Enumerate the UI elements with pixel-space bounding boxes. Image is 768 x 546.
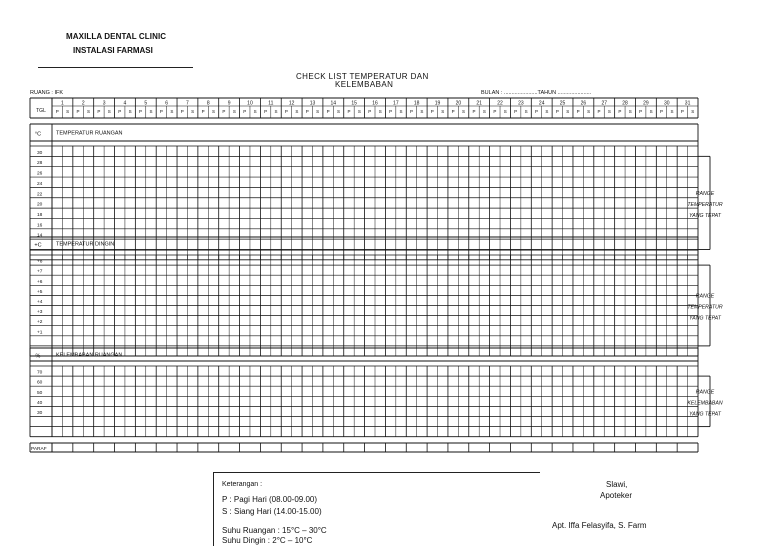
range-label: YANG TEPAT xyxy=(689,411,721,418)
day-number: 17 xyxy=(393,100,399,107)
shift-label-s: S xyxy=(337,109,341,114)
shift-label-p: P xyxy=(493,109,497,114)
shift-label-p: P xyxy=(472,109,476,114)
day-number: 13 xyxy=(309,100,316,107)
shift-label-s: S xyxy=(566,109,570,114)
shift-label-p: P xyxy=(284,109,288,114)
shift-label-p: P xyxy=(97,109,101,114)
shift-label-p: P xyxy=(326,109,330,114)
day-number: 16 xyxy=(372,100,378,107)
notes-morning: P : Pagi Hari (08.00-09.00) xyxy=(222,495,318,504)
row-value: 20 xyxy=(37,202,43,208)
day-number: 10 xyxy=(247,100,253,107)
notes-title: Keterangan : xyxy=(222,481,263,488)
row-value: 16 xyxy=(37,223,43,229)
row-value: +1 xyxy=(37,330,43,336)
department-name: INSTALASI FARMASI xyxy=(73,46,153,55)
notes-afternoon: S : Siang Hari (14.00-15.00) xyxy=(222,507,322,516)
section-title: TEMPERATUR RUANGAN xyxy=(56,130,123,137)
shift-label-p: P xyxy=(597,109,601,114)
shift-label-s: S xyxy=(107,109,111,114)
day-number: 26 xyxy=(580,100,587,107)
form-title-line1: CHECK LIST TEMPERATUR DAN xyxy=(296,72,429,81)
shift-label-p: P xyxy=(305,109,309,114)
notes-room-temp: Suhu Ruangan : 15°C – 30°C xyxy=(222,526,327,535)
shift-label-p: P xyxy=(139,109,143,114)
signature-role: Apoteker xyxy=(600,491,633,500)
shift-label-p: P xyxy=(660,109,664,114)
day-number: 15 xyxy=(351,100,357,107)
shift-label-s: S xyxy=(191,109,195,114)
shift-label-s: S xyxy=(670,109,674,114)
day-number: 31 xyxy=(684,100,691,107)
row-value: 70 xyxy=(37,370,43,376)
shift-label-p: P xyxy=(118,109,122,114)
shift-label-s: S xyxy=(295,109,299,114)
shift-label-p: P xyxy=(389,109,393,114)
row-value: +5 xyxy=(37,289,43,295)
shift-label-s: S xyxy=(86,109,90,114)
day-number: 29 xyxy=(643,100,649,107)
form-title-line2: KELEMBABAN xyxy=(335,80,394,89)
row-value: 28 xyxy=(37,161,43,167)
row-value: +6 xyxy=(37,279,43,285)
row-value: 50 xyxy=(37,390,43,396)
shift-label-p: P xyxy=(347,109,351,114)
shift-label-s: S xyxy=(524,109,528,114)
shift-label-s: S xyxy=(274,109,278,114)
shift-label-s: S xyxy=(420,109,424,114)
day-number: 14 xyxy=(330,100,337,107)
day-number: 5 xyxy=(144,100,148,107)
day-number: 25 xyxy=(559,100,566,107)
row-value: +7 xyxy=(37,269,43,275)
range-label: RANGE xyxy=(695,293,715,300)
shift-label-s: S xyxy=(378,109,382,114)
shift-label-p: P xyxy=(243,109,247,114)
shift-label-p: P xyxy=(180,109,184,114)
shift-label-s: S xyxy=(316,109,320,114)
shift-label-s: S xyxy=(545,109,549,114)
row-value: +8 xyxy=(37,259,43,265)
shift-label-s: S xyxy=(691,109,695,114)
shift-label-s: S xyxy=(211,109,216,114)
paraf-label: PARAF xyxy=(31,447,47,452)
shift-label-p: P xyxy=(639,109,643,114)
row-value: +3 xyxy=(37,310,43,316)
range-label: TEMPERATUR xyxy=(687,304,723,311)
notes-box xyxy=(213,472,540,546)
shift-label-s: S xyxy=(587,109,591,114)
day-number: 8 xyxy=(206,100,210,107)
shift-label-s: S xyxy=(253,109,257,114)
day-number: 3 xyxy=(102,100,106,107)
row-value: 14 xyxy=(37,233,43,239)
shift-label-p: P xyxy=(618,109,622,114)
shift-label-p: P xyxy=(368,109,372,114)
row-value: +2 xyxy=(37,320,43,326)
row-value: 60 xyxy=(37,380,43,386)
shift-label-s: S xyxy=(399,109,403,114)
section-unit: +C xyxy=(34,242,42,249)
shift-label-s: S xyxy=(357,109,361,114)
row-value: 40 xyxy=(37,400,43,406)
shift-label-s: S xyxy=(503,109,507,114)
shift-label-s: S xyxy=(482,109,486,114)
shift-label-p: P xyxy=(680,109,684,114)
day-number: 28 xyxy=(622,100,628,107)
day-number: 19 xyxy=(434,100,441,107)
day-number: 9 xyxy=(227,100,231,107)
shift-label-p: P xyxy=(264,109,268,114)
shift-label-p: P xyxy=(159,109,163,114)
signature-greeting: Slawi, xyxy=(606,480,628,489)
range-label: YANG TEPAT xyxy=(689,212,721,219)
shift-label-p: P xyxy=(451,109,455,114)
shift-label-s: S xyxy=(232,109,236,114)
room-label: RUANG : IFK xyxy=(30,90,64,96)
shift-label-p: P xyxy=(55,109,59,114)
shift-label-s: S xyxy=(441,109,445,114)
range-label: KELEMBABAN xyxy=(687,400,723,407)
day-number: 30 xyxy=(663,100,670,107)
range-label: RANGE xyxy=(695,389,715,396)
day-number: 2 xyxy=(81,100,85,107)
day-number: 24 xyxy=(538,100,545,107)
day-number: 21 xyxy=(476,100,482,107)
shift-label-p: P xyxy=(222,109,226,114)
row-value: 22 xyxy=(37,192,43,198)
row-value: 30 xyxy=(37,411,43,416)
day-number: 12 xyxy=(288,100,295,107)
shift-label-p: P xyxy=(201,109,205,114)
shift-label-s: S xyxy=(66,109,70,114)
shift-label-p: P xyxy=(514,109,518,114)
row-value: 24 xyxy=(37,181,43,187)
section-title: TEMPERATUR DINGIN xyxy=(56,241,115,248)
shift-label-s: S xyxy=(628,109,632,114)
day-number: 20 xyxy=(455,100,462,107)
range-label: YANG TEPAT xyxy=(689,315,721,322)
row-value: 18 xyxy=(37,212,43,218)
day-number: 23 xyxy=(518,100,524,107)
day-number: 1 xyxy=(61,100,64,107)
range-label: TEMPERATUR xyxy=(687,201,723,208)
shift-label-s: S xyxy=(607,109,611,114)
row-value: 30 xyxy=(37,150,43,156)
shift-label-p: P xyxy=(534,109,539,114)
row-value: 26 xyxy=(37,171,43,177)
shift-label-p: P xyxy=(576,109,580,114)
section-unit: % xyxy=(35,353,41,360)
shift-label-p: P xyxy=(409,109,413,114)
signature-name: Apt. Iffa Felasyifa, S. Farm xyxy=(552,521,647,530)
clinic-name: MAXILLA DENTAL CLINIC xyxy=(66,32,167,41)
day-number: 7 xyxy=(186,100,189,107)
section-title: KELEMBABAN RUANGAN xyxy=(56,352,123,359)
day-number: 6 xyxy=(165,100,169,107)
shift-label-s: S xyxy=(128,109,132,114)
shift-label-p: P xyxy=(76,109,80,114)
row-value: +4 xyxy=(37,300,43,305)
day-number: 18 xyxy=(413,100,420,107)
tgl-label: TGL xyxy=(36,108,46,114)
notes-cold-temp: Suhu Dingin : 2°C – 10°C xyxy=(222,536,313,545)
day-number: 22 xyxy=(497,100,503,107)
day-number: 27 xyxy=(601,100,608,107)
shift-label-s: S xyxy=(149,109,153,114)
shift-label-p: P xyxy=(430,109,434,114)
shift-label-s: S xyxy=(170,109,174,114)
section-unit: °C xyxy=(34,131,42,138)
month-year-label: BULAN : ......................TAHUN ...................... xyxy=(481,90,592,96)
range-label: RANGE xyxy=(695,190,715,197)
day-number: 4 xyxy=(123,100,127,107)
shift-label-s: S xyxy=(462,109,466,114)
day-number: 11 xyxy=(268,100,274,107)
shift-label-p: P xyxy=(555,109,559,114)
shift-label-s: S xyxy=(649,109,653,114)
